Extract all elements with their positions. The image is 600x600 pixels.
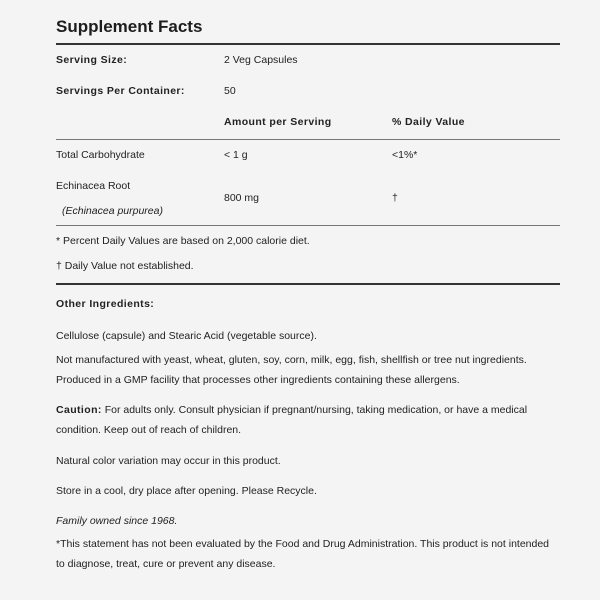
servings-per-container-value: 50 <box>224 85 236 97</box>
caution-paragraph <box>56 400 560 440</box>
percent-daily-footnote: * Percent Daily Values are based on 2,000 calorie diet. <box>56 235 310 247</box>
serving-size-label: Serving Size: <box>56 54 128 66</box>
nutrient-daily-value: <1%* <box>392 149 418 161</box>
nutrient-amount: < 1 g <box>224 149 248 161</box>
nutrient-subname: (Echinacea purpurea) <box>62 205 163 217</box>
daily-value-column-header: % Daily Value <box>392 116 465 128</box>
storage-note: Store in a cool, dry place after opening. Please Recycle. <box>56 485 317 497</box>
title-divider <box>56 43 560 45</box>
rows-divider <box>56 225 560 226</box>
serving-size-value: 2 Veg Capsules <box>224 54 298 66</box>
color-variation-note: Natural color variation may occur in this product. <box>56 455 281 467</box>
other-ingredients-heading: Other Ingredients: <box>56 298 155 310</box>
servings-per-container-label: Servings Per Container: <box>56 85 185 97</box>
supplement-facts-panel <box>56 0 560 600</box>
nutrient-amount: 800 mg <box>224 192 260 204</box>
nutrient-name: Total Carbohydrate <box>56 149 145 161</box>
allergen-statement: Not manufactured with yeast, wheat, gluten, soy, corn, milk, egg, fish, shellfish or tree nut ingredients. <box>56 354 527 366</box>
dagger-footnote: † Daily Value not established. <box>56 260 194 272</box>
facts-bottom-divider <box>56 283 560 285</box>
caution-label: Caution: <box>56 404 102 416</box>
gmp-statement: Produced in a GMP facility that processes other ingredients containing these allergens. <box>56 374 460 386</box>
fda-disclaimer: *This statement has not been evaluated by the Food and Drug Administration. This product is not intended to diagnose, treat, cure or prevent any disease. <box>56 538 550 570</box>
family-owned-note: Family owned since 1968. <box>56 515 178 527</box>
nutrient-name: Echinacea Root <box>56 180 131 192</box>
caution-text: For adults only. Consult physician if pregnant/nursing, taking medication, or have a medical condition. Keep out of reach of children. <box>56 404 528 436</box>
amount-column-header: Amount per Serving <box>224 116 332 128</box>
page-title: Supplement Facts <box>56 17 203 36</box>
nutrient-daily-value: † <box>392 192 398 204</box>
other-ingredients-line: Cellulose (capsule) and Stearic Acid (vegetable source). <box>56 330 317 342</box>
header-divider <box>56 139 560 140</box>
